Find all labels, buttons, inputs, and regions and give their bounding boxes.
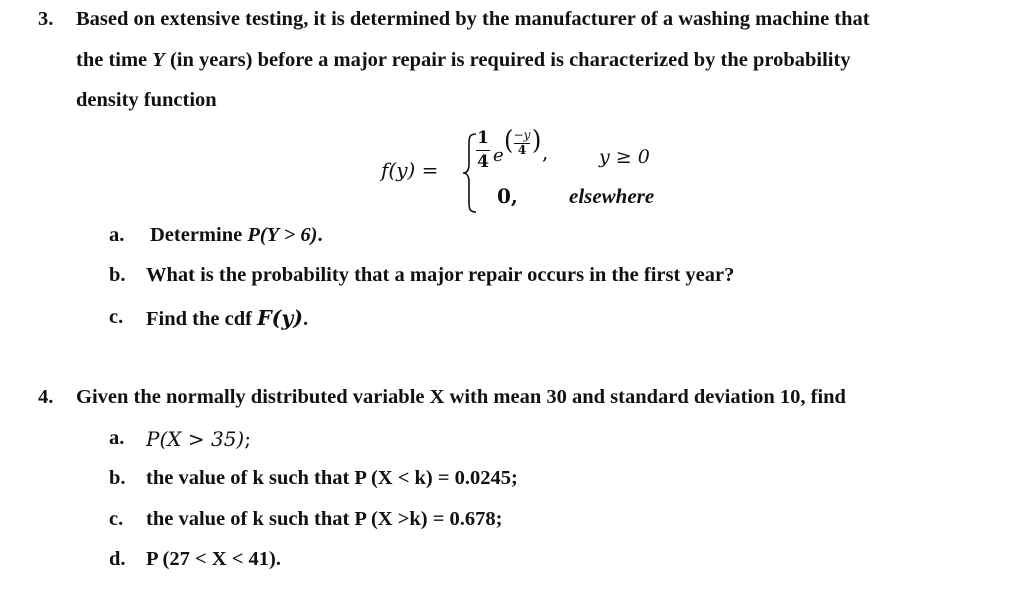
question-3-number: 3. (38, 8, 54, 30)
fraction-numerator: 1 (477, 128, 489, 148)
q4-part-d-text: P (27 < X < 41). (146, 548, 281, 570)
q3-part-a-expression: P(Y > 6) (247, 224, 318, 246)
density-function-formula (381, 126, 701, 218)
exponent-left-paren: ( (504, 124, 514, 156)
q3-part-a-post: . (317, 224, 323, 246)
fraction-bar (476, 150, 490, 151)
q3-part-c-text (146, 306, 308, 331)
fraction-denominator: 4 (477, 152, 489, 172)
q4-part-a-letter: a. (109, 427, 125, 449)
case-2-value: 0, (497, 184, 518, 208)
q3-part-c-letter: c. (109, 306, 124, 328)
question-4-line-1: Given the normally distributed variable X with mean 30 and standard deviation 10, find (76, 386, 846, 408)
q3-part-c-pre: Find the cdf (146, 308, 258, 330)
q3-part-a-letter: a. (109, 224, 125, 246)
q3-part-a-text (150, 224, 323, 247)
case-1-condition: y ≥ 0 (599, 146, 650, 168)
q4-part-a-text (146, 427, 251, 452)
question-3-line-2-post: (in years) before a major repair is required is characterized by the probability (164, 49, 851, 71)
q4-part-a-expression: P(X > 35) (146, 427, 245, 451)
q3-part-b-text: What is the probability that a major repair occurs in the first year? (146, 264, 735, 286)
q4-part-d-letter: d. (109, 548, 126, 570)
exponential-base: e (493, 145, 504, 166)
case-2-condition: elsewhere (569, 184, 655, 208)
case-1-comma: , (542, 140, 549, 164)
q4-part-a-post: ; (244, 427, 252, 451)
pdf-lhs: f(y) = (381, 158, 439, 182)
question-3-line-2 (76, 49, 851, 72)
question-4-number: 4. (38, 386, 54, 408)
q4-part-b-letter: b. (109, 467, 126, 489)
exponent-denominator: 4 (517, 143, 527, 157)
q4-part-c-text: the value of k such that P (X >k) = 0.678; (146, 508, 503, 530)
q3-part-b-letter: b. (109, 264, 126, 286)
exponent-right-paren: ) (532, 124, 542, 156)
question-3-line-1: Based on extensive testing, it is determined by the manufacturer of a washing machine that (76, 8, 870, 30)
exponent-numerator: −y (513, 128, 531, 142)
question-3-line-2-pre: the time (76, 49, 153, 71)
q4-part-b-text: the value of k such that P (X < k) = 0.0245; (146, 467, 518, 489)
q3-part-c-post: . (302, 308, 309, 330)
question-3-line-3: density function (76, 89, 217, 111)
q4-part-c-letter: c. (109, 508, 124, 530)
q3-part-a-pre: Determine (150, 224, 248, 246)
variable-y: Y (152, 49, 165, 71)
q3-part-c-expression: F(y) (257, 306, 303, 330)
